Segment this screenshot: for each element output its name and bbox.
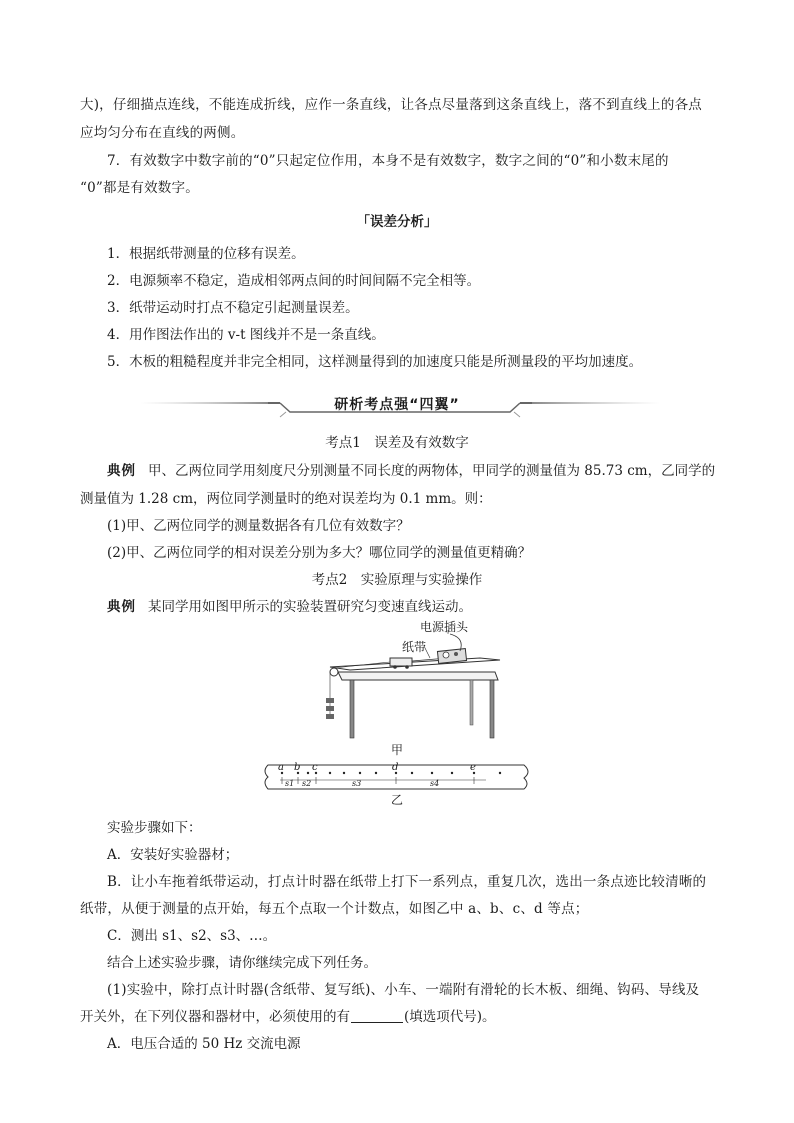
step-b-line-2: 纸带，从便于测量的点开始，每五个点取一个计数点，如图乙中 a、b、c、d 等点；: [80, 901, 589, 917]
rule7-line-1: 7．有效数字中数字前的“0”只起定位作用，本身不是有效数字，数字之间的“0”和小数末尾的: [107, 153, 669, 169]
point-e: e: [470, 762, 476, 773]
segment-s2: s2: [302, 779, 312, 788]
task-q1-line-2-suffix: (填选项代号)。: [404, 1009, 496, 1025]
steps-heading: 实验步骤如下：: [107, 820, 202, 836]
rule7-line-2: “0”都是有效数字。: [80, 180, 199, 196]
topic1-example-line-1: [107, 461, 715, 481]
caption-yi: 乙: [390, 793, 403, 807]
task-q1-line-2-prefix: 开关外，在下列仪器和器材中，必须使用的有: [80, 1009, 350, 1025]
segment-s1: s1: [285, 779, 295, 788]
step-a: A．安装好实验器材；: [107, 847, 239, 863]
figure-tape-strip: [262, 762, 534, 792]
error-item-5: 5．木板的粗糙程度并非完全相同，这样测量得到的加速度只能是所测量段的平均加速度。: [107, 354, 643, 370]
topic1-example-line-2: 测量值为 1.28 cm，两位同学测量时的绝对误差均为 0.1 mm。则：: [80, 491, 492, 507]
segment-s4: s4: [430, 779, 440, 788]
error-analysis-heading: 「误差分析」: [356, 214, 438, 230]
segment-s3: s3: [352, 779, 362, 788]
topic1-title: 考点1 误差及有效数字: [325, 435, 469, 451]
error-item-1: 1．根据纸带测量的位移有误差。: [107, 246, 305, 262]
topic1-example-text: 甲、乙两位同学用刻度尺分别测量不同长度的两物体，甲同学的测量值为 85.73 cm，乙同学的: [148, 463, 716, 479]
error-item-4: 4．用作图法作出的 v-t 图线并不是一条直线。: [107, 327, 385, 343]
option-a: A．电压合适的 50 Hz 交流电源: [107, 1036, 301, 1052]
label-power-plug: 电源插头: [420, 620, 469, 634]
point-a: a: [278, 762, 284, 773]
example-label: 典例: [107, 599, 136, 615]
example-label: 典例: [107, 463, 136, 479]
task-q1-line-1: (1)实验中，除打点计时器(含纸带、复写纸)、小车、一端附有滑轮的长木板、细绳、钩码、导线及: [107, 982, 700, 998]
topic2-title: 考点2 实验原理与实验操作: [311, 572, 483, 588]
intro-line-2: 应均匀分布在直线的两侧。: [80, 125, 245, 141]
answer-blank[interactable]: [351, 1008, 403, 1023]
caption-jia: 甲: [390, 743, 403, 757]
topic2-example-line-1: [107, 597, 472, 617]
topic1-question-1: (1)甲、乙两位同学的测量数据各有几位有效数字？: [107, 518, 410, 534]
step-c: C．测出 s1、s2、s3、…。: [107, 928, 277, 944]
point-d: d: [392, 762, 399, 773]
step-b-line-1: B．让小车拖着纸带运动，打点计时器在纸带上打下一系列点，重复几次，选出一条点迹比较清晰的: [107, 874, 707, 890]
figure-apparatus: [320, 620, 510, 750]
error-item-3: 3．纸带运动时打点不稳定引起测量误差。: [107, 300, 359, 316]
topic1-question-2: (2)甲、乙两位同学的相对误差分别为多大？哪位同学的测量值更精确？: [107, 545, 532, 561]
intro-line-1: 大)，仔细描点连线，不能连成折线，应作一条直线，让各点尽量落到这条直线上，落不到直线上的各点: [80, 97, 702, 113]
error-item-2: 2．电源频率不稳定，造成相邻两点间的时间间隔不完全相等。: [107, 273, 481, 289]
topic2-example-text: 某同学用如图甲所示的实验装置研究匀变速直线运动。: [148, 599, 472, 615]
label-tape: 纸带: [402, 640, 427, 654]
point-b: b: [294, 762, 301, 773]
task-q1-line-2: [80, 1007, 496, 1027]
task-intro: 结合上述实验步骤，请你继续完成下列任务。: [107, 955, 377, 971]
point-c: c: [312, 762, 318, 773]
section-banner-title: 研析考点强“四翼”: [334, 397, 460, 413]
